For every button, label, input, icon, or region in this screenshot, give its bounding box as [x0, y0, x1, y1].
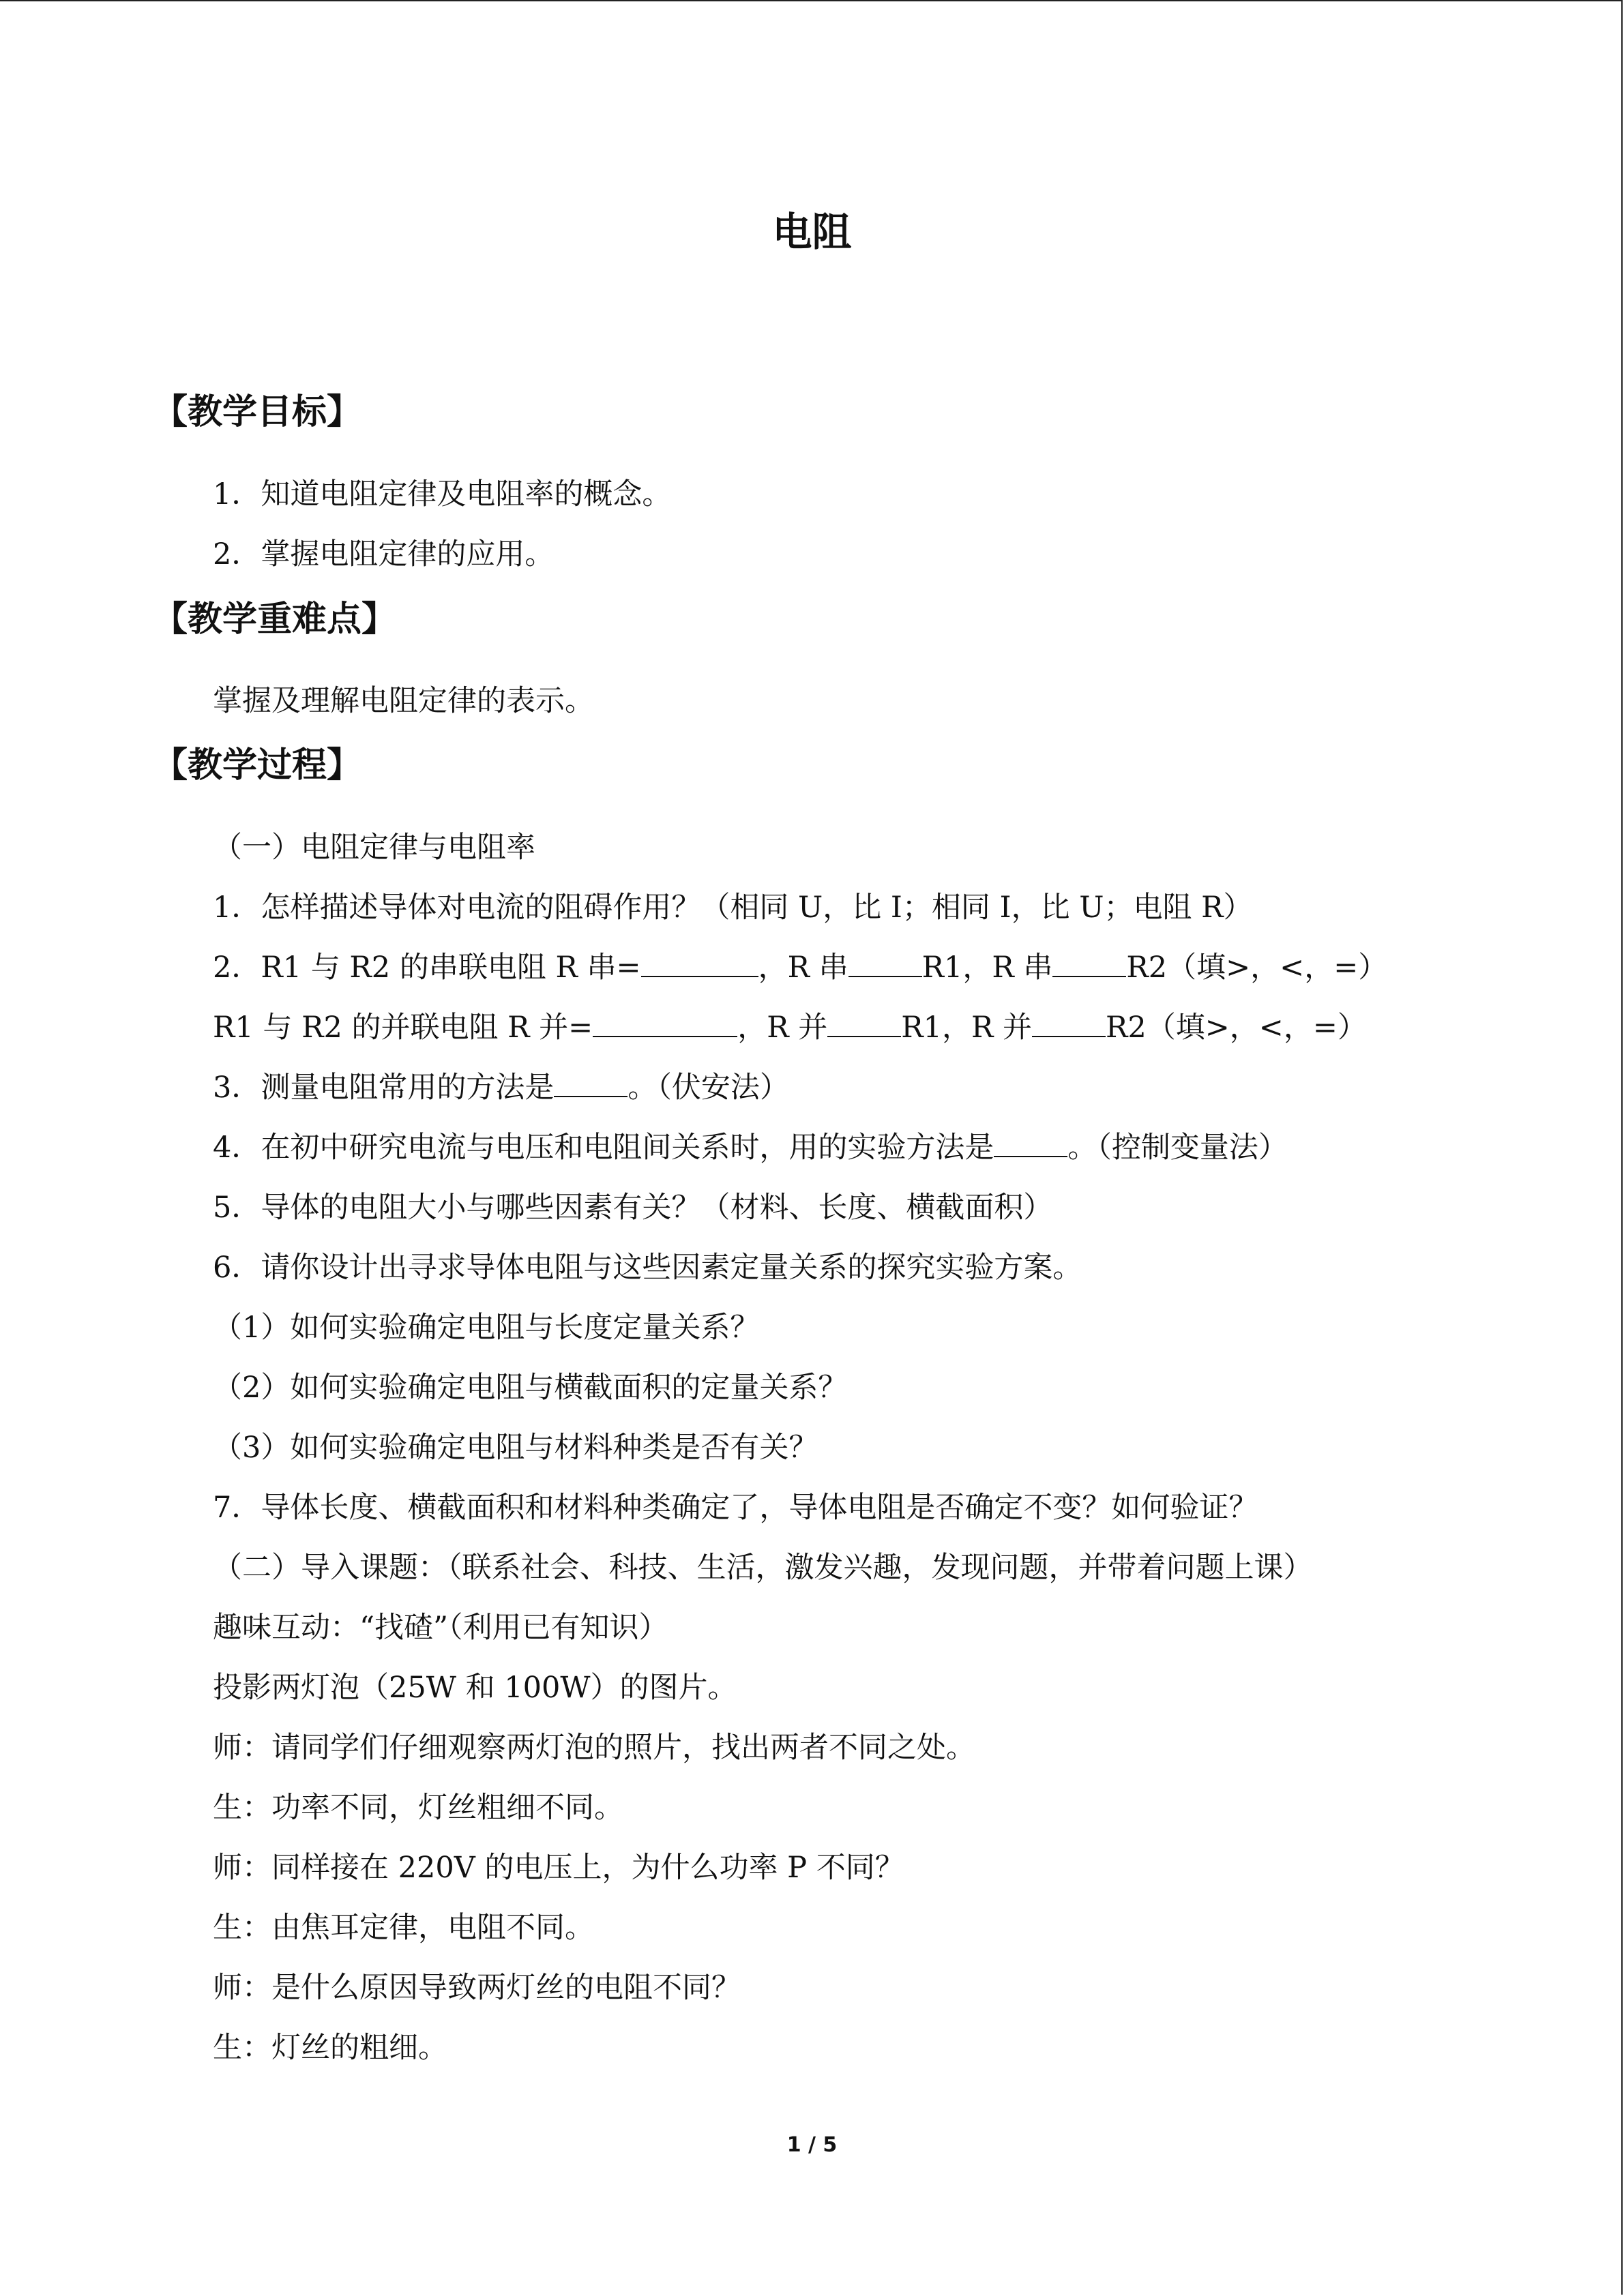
q2b-text-b: ，R 并: [737, 1011, 828, 1045]
fill-blank[interactable]: [827, 1009, 901, 1037]
dialog-line: 生：由焦耳定律，电阻不同。: [213, 1911, 594, 1945]
subsection-2: （二）导入课题：（联系社会、科技、生活，激发兴趣，发现问题，并带着问题上课）: [213, 1551, 1313, 1585]
page-number: 1 / 5: [786, 2133, 838, 2157]
question-6-2: （2）如何实验确定电阻与横截面积的定量关系？: [213, 1371, 848, 1405]
fill-blank[interactable]: [554, 1069, 628, 1097]
question-6-3: （3）如何实验确定电阻与材料种类是否有关？: [213, 1431, 818, 1465]
fill-blank[interactable]: [641, 949, 758, 977]
question-4: [213, 1127, 1288, 1168]
question-7: 7．导体长度、横截面积和材料种类确定了，导体电阻是否确定不变？如何验证？: [213, 1491, 1258, 1525]
q2b-text-c: R1，R 并: [901, 1011, 1033, 1045]
page-title: 电阻: [772, 209, 852, 255]
goal-item-2: 2．掌握电阻定律的应用。: [213, 537, 555, 571]
q2-text-c: R1，R 串: [921, 951, 1053, 985]
goal-item-1: 1．知道电阻定律及电阻率的概念。: [213, 477, 672, 511]
q3-text-a: 3．测量电阻常用的方法是: [213, 1071, 555, 1105]
fill-blank[interactable]: [593, 1009, 737, 1037]
dialog-line: 生：灯丝的粗细。: [213, 2031, 447, 2065]
dialog-line: 师：请同学们仔细观察两灯泡的照片，找出两者不同之处。: [213, 1731, 975, 1765]
fill-blank[interactable]: [1032, 1009, 1106, 1037]
heading-key-points: 【教学重难点】: [153, 599, 397, 640]
q3-text-b: 。（伏安法）: [628, 1071, 789, 1105]
dialog-line: 师：是什么原因导致两灯丝的电阻不同？: [213, 1971, 741, 2005]
question-3: [213, 1067, 789, 1108]
question-1: 1．怎样描述导体对电流的阻碍作用？（相同 U，比 I；相同 I，比 U；电阻 R）: [213, 891, 1253, 925]
dialog-line: 趣味互动：“找碴”（利用已有知识）: [213, 1611, 668, 1645]
q4-text-b: 。（控制变量法）: [1067, 1131, 1288, 1165]
key-points-text: 掌握及理解电阻定律的表示。: [213, 684, 594, 718]
dialog-line: 师：同样接在 220V 的电压上，为什么功率 P 不同？: [213, 1851, 904, 1885]
question-2-series: [213, 947, 1387, 988]
fill-blank[interactable]: [1052, 949, 1126, 977]
dialog-line: 投影两灯泡（25W 和 100W）的图片。: [213, 1671, 737, 1705]
q2-text-a: 2．R1 与 R2 的串联电阻 R 串=: [213, 951, 641, 985]
dialog-line: 生：功率不同，灯丝粗细不同。: [213, 1791, 623, 1825]
subsection-1: （一）电阻定律与电阻率: [213, 831, 535, 865]
q2-text-d: R2（填>，<，=）: [1126, 951, 1388, 985]
question-5: 5．导体的电阻大小与哪些因素有关？（材料、长度、横截面积）: [213, 1191, 1053, 1225]
question-6: 6．请你设计出寻求导体电阻与这些因素定量关系的探究实验方案。: [213, 1251, 1082, 1285]
fill-blank[interactable]: [994, 1129, 1067, 1157]
question-6-1: （1）如何实验确定电阻与长度定量关系？: [213, 1311, 760, 1345]
heading-teaching-goals: 【教学目标】: [153, 392, 362, 432]
heading-teaching-process: 【教学过程】: [153, 745, 362, 786]
fill-blank[interactable]: [848, 949, 922, 977]
q2b-text-d: R2（填>，<，=）: [1106, 1011, 1367, 1045]
q4-text-a: 4．在初中研究电流与电压和电阻间关系时，用的实验方法是: [213, 1131, 994, 1165]
question-2-parallel: [213, 1007, 1367, 1048]
q2-text-b: ，R 串: [758, 951, 848, 985]
q2b-text-a: R1 与 R2 的并联电阻 R 并=: [213, 1011, 593, 1045]
